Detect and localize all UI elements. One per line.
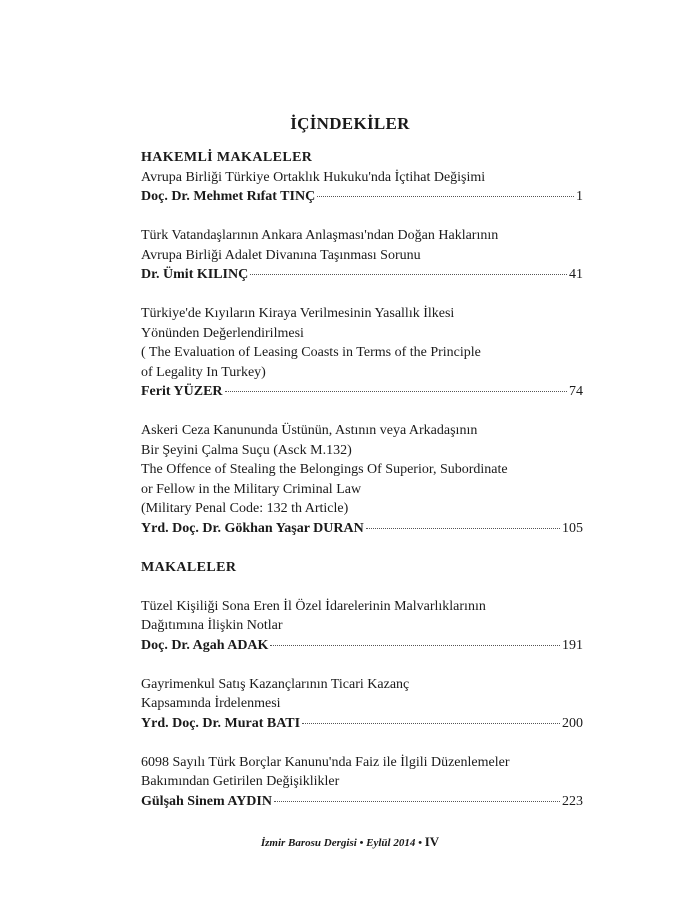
entry-title-line: The Offence of Stealing the Belongings Of Superior, Subordinate — [141, 462, 508, 477]
entry-author: Ferit YÜZER — [141, 384, 223, 399]
entry-page-number: 41 — [569, 267, 583, 282]
table-of-contents — [141, 148, 583, 831]
section-heading: MAKALELER — [141, 559, 237, 575]
toc-entry[interactable] — [141, 421, 583, 538]
dot-leader — [317, 196, 574, 197]
entry-title-line: of Legality In Turkey) — [141, 364, 266, 380]
entry-title-line: ( The Evaluation of Leasing Coasts in Terms of the Principle — [141, 345, 481, 360]
dot-leader — [270, 645, 560, 646]
toc-entry[interactable] — [141, 753, 583, 812]
toc-entry[interactable] — [141, 597, 583, 656]
entry-title-line: Bir Şeyini Çalma Suçu (Asck M.132) — [141, 442, 352, 458]
author-row — [141, 714, 583, 734]
author-row — [141, 519, 583, 539]
entry-title-line: Avrupa Birliği Türkiye Ortaklık Hukuku'nda İçtihat Değişimi — [141, 169, 486, 185]
entry-title-line: Kapsamında İrdelenmesi — [141, 696, 281, 711]
entry-title-line: Gayrimenkul Satış Kazançlarının Ticari Kazanç — [141, 676, 410, 692]
entry-author: Yrd. Doç. Dr. Gökhan Yaşar DURAN — [141, 520, 364, 536]
page-title: İÇİNDEKİLER — [290, 114, 410, 133]
section-heading-wrap — [141, 148, 583, 168]
footer-page-number: IV — [424, 834, 440, 849]
author-row — [141, 636, 583, 656]
entry-title-line: 6098 Sayılı Türk Borçlar Kanunu'nda Faiz ile İlgili Düzenlemeler — [141, 754, 510, 770]
toc-entry[interactable] — [141, 226, 583, 285]
entry-page-number: 223 — [562, 793, 583, 809]
dot-leader — [366, 528, 560, 529]
entry-title-line: Askeri Ceza Kanununda Üstünün, Astının veya Arkadaşının — [141, 423, 478, 438]
entry-author: Yrd. Doç. Dr. Murat BATI — [141, 715, 301, 731]
dot-leader — [302, 723, 560, 724]
dot-leader — [250, 274, 567, 275]
entry-author: Doç. Dr. Mehmet Rıfat TINÇ — [141, 189, 316, 204]
section-heading-wrap — [141, 558, 583, 578]
entry-page-number: 105 — [562, 520, 583, 536]
toc-entry[interactable] — [141, 675, 583, 734]
dot-leader — [274, 801, 560, 802]
entry-author: Doç. Dr. Agah ADAK — [141, 637, 269, 653]
entry-title-line: (Military Penal Code: 132 th Article) — [141, 501, 349, 516]
entry-title-line: Avrupa Birliği Adalet Divanına Taşınması Sorunu — [141, 247, 421, 263]
author-row — [141, 187, 583, 207]
entry-page-number: 74 — [569, 384, 583, 399]
entry-title-line: Bakımından Getirilen Değişiklikler — [141, 774, 340, 789]
entry-title-line: Tüzel Kişiliği Sona Eren İl Özel İdarelerinin Malvarlıklarının — [141, 598, 486, 614]
toc-entry[interactable] — [141, 304, 583, 402]
entry-author: Dr. Ümit KILINÇ — [141, 267, 249, 282]
page-footer — [0, 834, 700, 850]
entry-title-line: Türk Vatandaşlarının Ankara Anlaşması'ndan Doğan Haklarının — [141, 228, 499, 243]
section-heading: HAKEMLİ MAKALELER — [141, 150, 313, 165]
author-row — [141, 382, 583, 402]
entry-title-line: Yönünden Değerlendirilmesi — [141, 325, 304, 341]
entry-page-number: 200 — [562, 715, 583, 731]
entry-title-line: Türkiye'de Kıyıların Kiraya Verilmesinin Yasallık İlkesi — [141, 306, 455, 321]
entry-title-line: Dağıtımına İlişkin Notlar — [141, 618, 283, 633]
entry-title-line: or Fellow in the Military Criminal Law — [141, 481, 362, 497]
author-row — [141, 265, 583, 285]
toc-entry[interactable] — [141, 168, 583, 207]
entry-page-number: 191 — [562, 637, 583, 653]
author-row — [141, 792, 583, 812]
footer-journal: İzmir Barosu Dergisi • Eylül 2014 • — [260, 837, 422, 849]
entry-author: Gülşah Sinem AYDIN — [141, 793, 272, 809]
dot-leader — [225, 391, 567, 392]
entry-page-number: 1 — [576, 189, 583, 204]
